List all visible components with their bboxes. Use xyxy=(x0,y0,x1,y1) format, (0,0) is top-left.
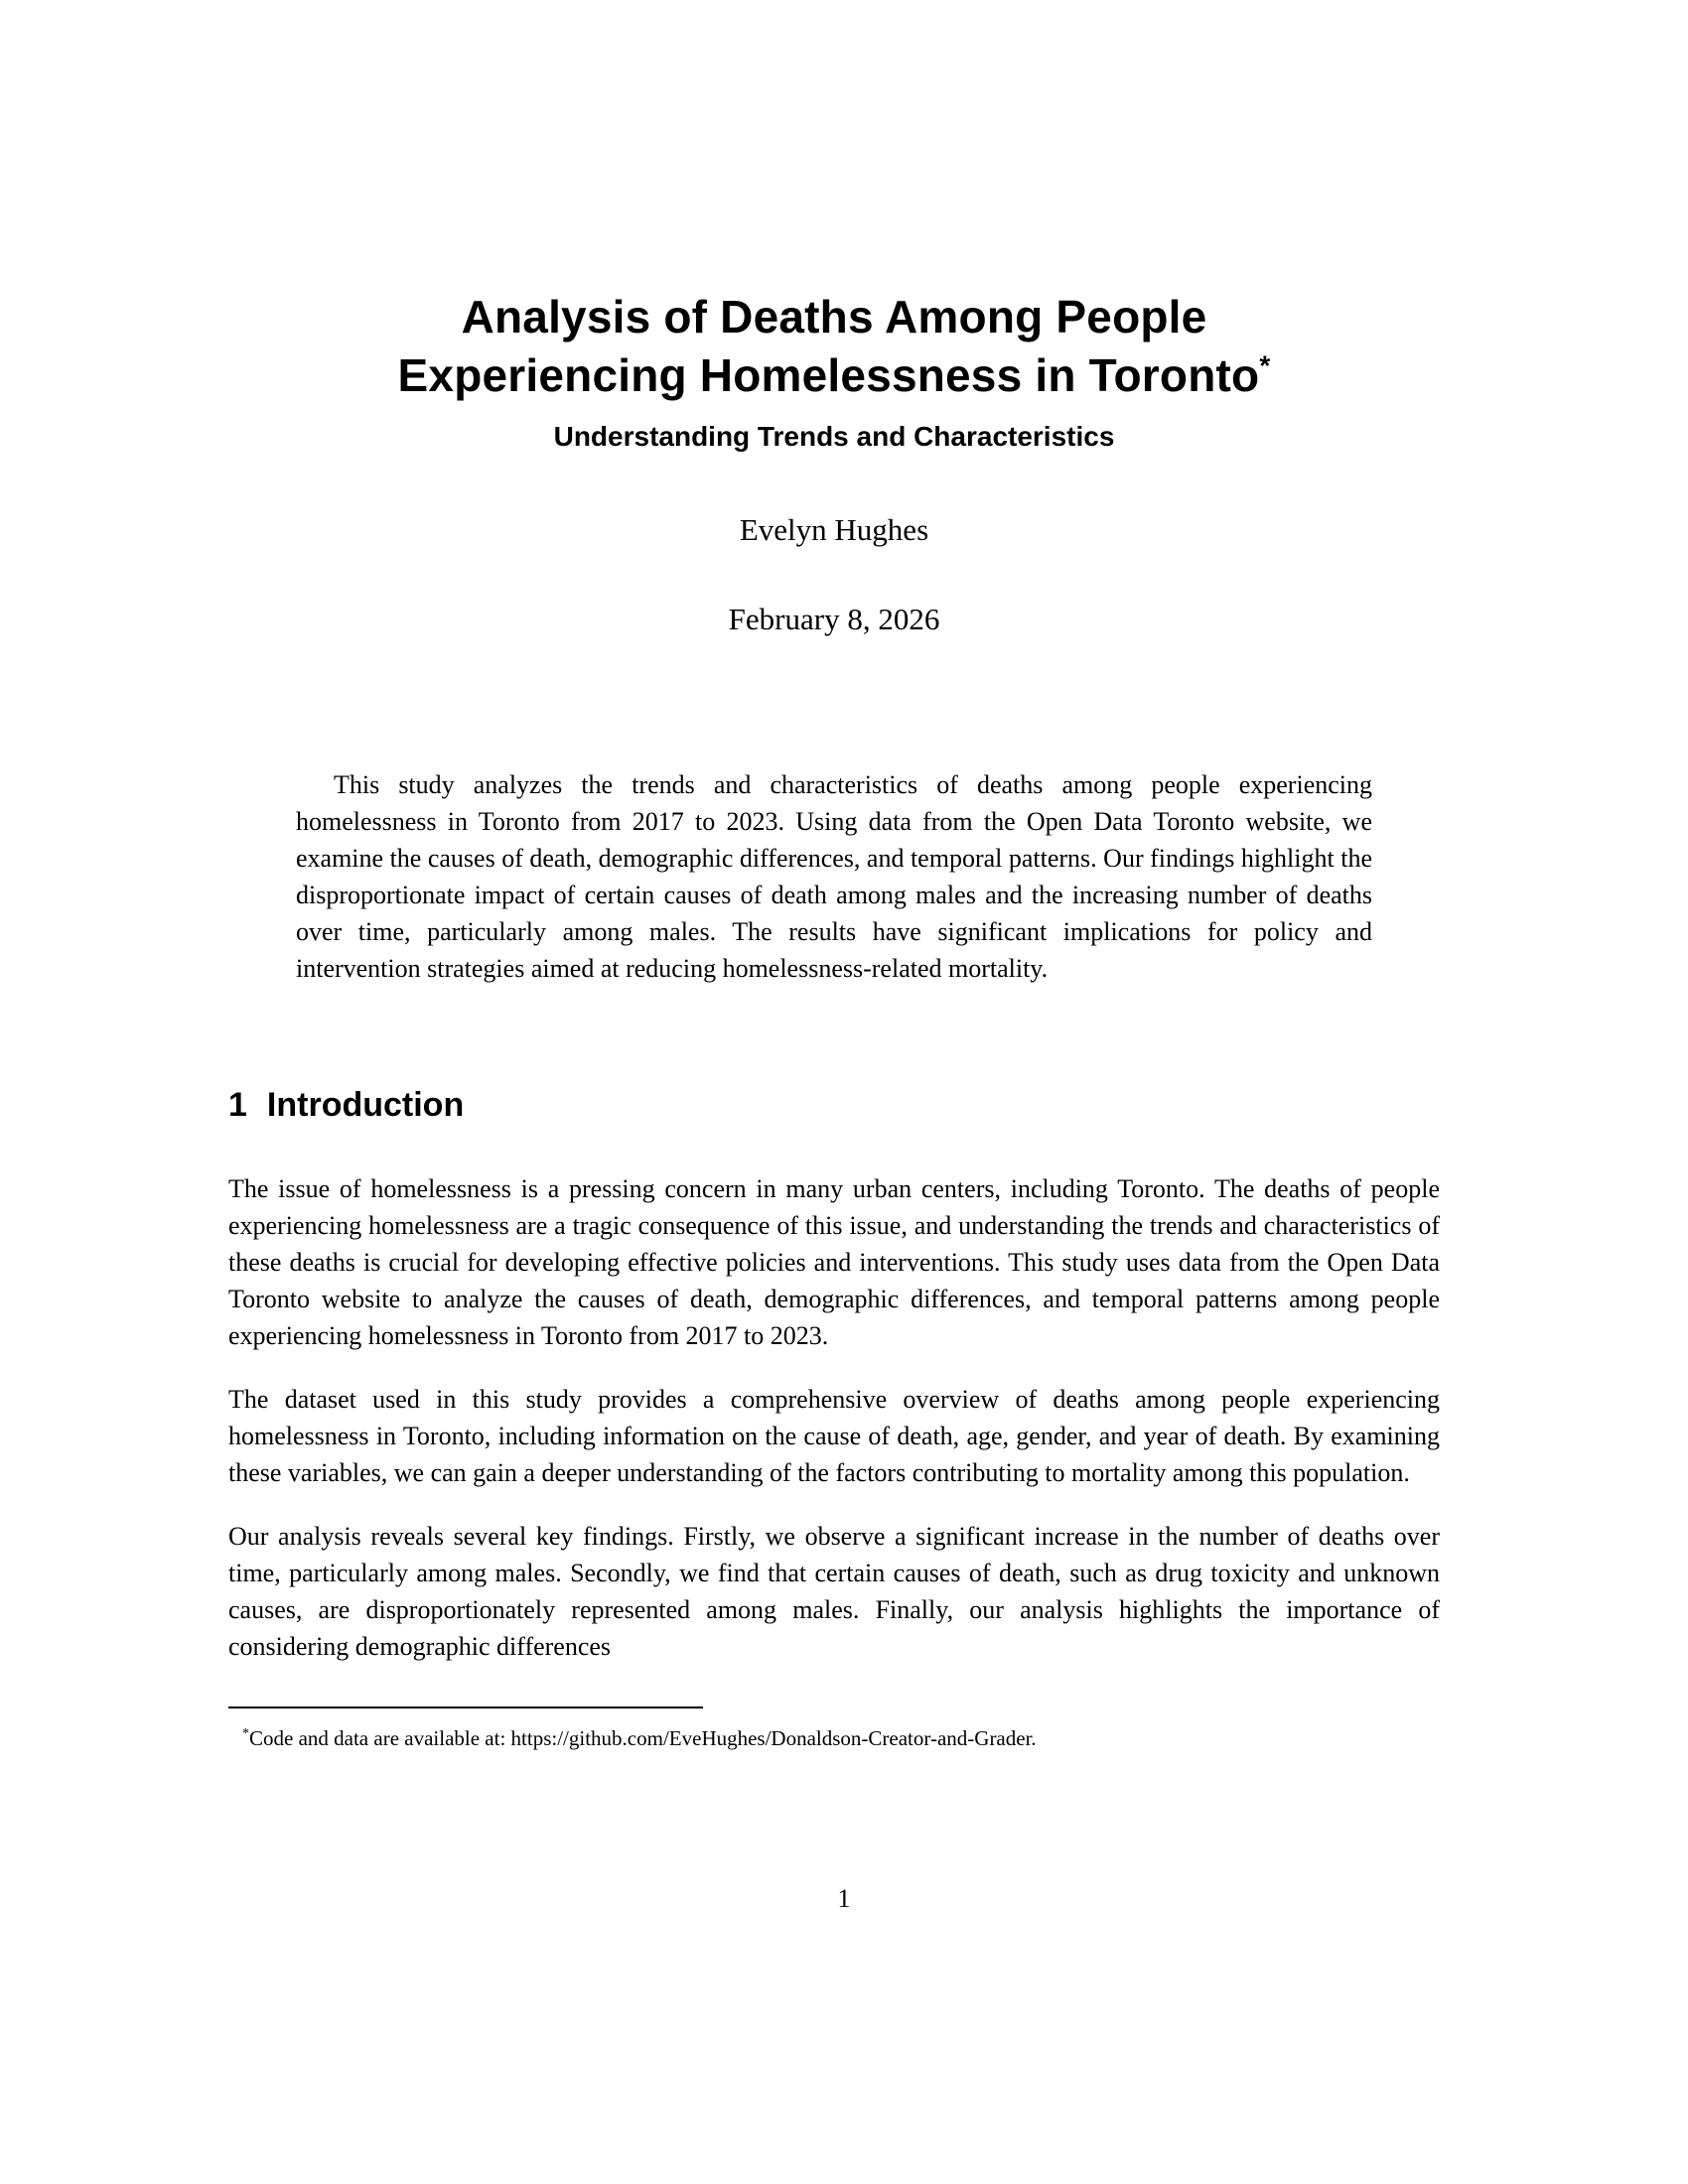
section-number: 1 xyxy=(228,1085,247,1124)
intro-paragraph-3: Our analysis reveals several key findings. Firstly, we observe a significant increase in the number of deaths over time, particularly among males. Secondly, we find that certain causes of death, such as drug toxicity and unknown causes, are disproportionately represented among males. Finally, our analysis highlights the importance of considering demographic differences xyxy=(228,1521,1440,1661)
section-heading-introduction xyxy=(228,1086,1440,1125)
intro-paragraph-2: The dataset used in this study provides a comprehensive overview of deaths among people experiencing homelessness in Toronto, including information on the cause of death, age, gender, and year of death. By examining these variables, we can gain a deeper understanding of the factors contributing to mortality among this population. xyxy=(228,1384,1440,1487)
footnote-text xyxy=(228,1720,1440,1752)
paper-author: Evelyn Hughes xyxy=(739,511,929,547)
paper-title-line1: Analysis of Deaths Among People xyxy=(461,291,1207,342)
intro-paragraph-1: The issue of homelessness is a pressing concern in many urban centers, including Toronto. The deaths of people experiencing homelessness are a tragic consequence of this issue, and understanding the trends and characteristics of these deaths is crucial for developing effective policies and interventions. This study uses data from the Open Data Toronto website to analyze the causes of death, demographic differences, and temporal patterns among people experiencing homelessness in Toronto from 2017 to 2023. xyxy=(228,1173,1440,1350)
title-footnote-marker: * xyxy=(1259,349,1271,381)
paper-subtitle: Understanding Trends and Characteristics xyxy=(553,420,1115,452)
section-title: Introduction xyxy=(266,1085,465,1124)
paper-title-line2: Experiencing Homelessness in Toronto xyxy=(397,348,1260,401)
abstract-text: This study analyzes the trends and characteristics of deaths among people experiencing homelessness in Toronto from 2017 to 2023. Using data from the Open Data Toronto website, we examine the causes of death, demographic differences, and temporal patterns. Our findings highlight the disproportionate impact of certain causes of death among males and the increasing number of deaths over time, particularly among males. The results have significant implications for policy and intervention strategies aimed at reducing homelessness-related mortality. xyxy=(296,769,1372,983)
page-number: 1 xyxy=(837,1884,851,1913)
paper-date: February 8, 2026 xyxy=(728,601,940,636)
paper-title xyxy=(228,288,1440,405)
footnote-marker: * xyxy=(242,1725,249,1741)
footnote-rule xyxy=(228,1706,703,1708)
footnote-content: Code and data are available at: https://github.com/EveHughes/Donaldson-Creator-and-Grader. xyxy=(249,1725,1037,1750)
abstract xyxy=(296,766,1372,987)
footnote-block xyxy=(228,1706,1440,1752)
title-block xyxy=(228,0,1440,637)
